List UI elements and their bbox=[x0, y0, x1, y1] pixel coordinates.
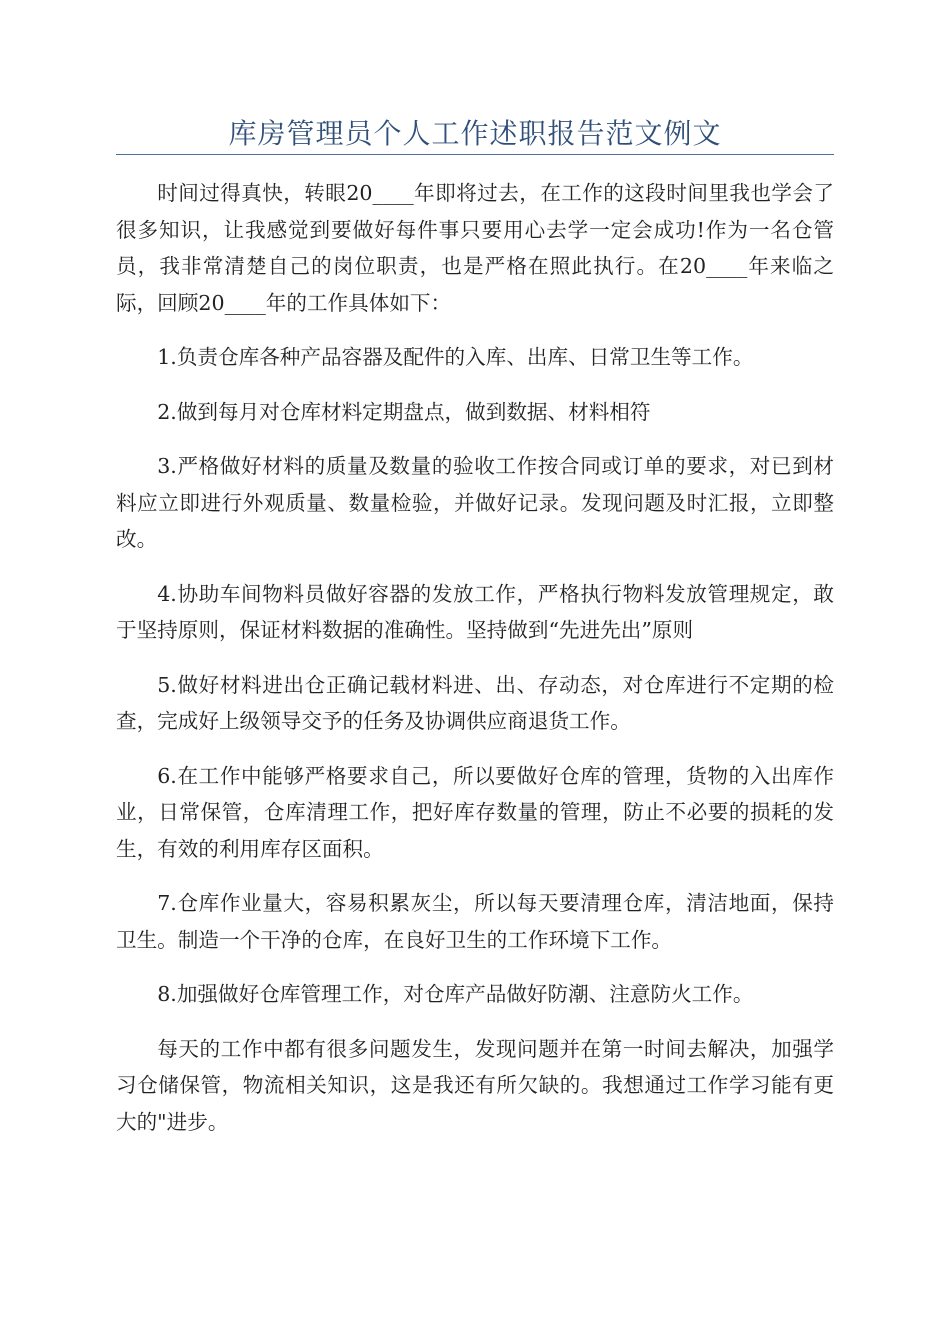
intro-paragraph: 时间过得真快，转眼20____年即将过去，在工作的这段时间里我也学会了很多知识，让我感觉到要做好每件事只要用心去学一定会成功!作为一名仓管员，我非常清楚自己的岗位职责，也是严格在照此执行。在20____年来临之际，回顾20____年的工作具体如下： bbox=[116, 181, 834, 315]
title-underline bbox=[116, 154, 834, 155]
list-item-3: 3.严格做好材料的质量及数量的验收工作按合同或订单的要求，对已到材料应立即进行外观质量、数量检验，并做好记录。发现问题及时汇报，立即整改。 bbox=[116, 454, 834, 551]
list-item-7: 7.仓库作业量大，容易积累灰尘，所以每天要清理仓库，清洁地面，保持卫生。制造一个干净的仓库，在良好卫生的工作环境下工作。 bbox=[116, 891, 834, 952]
list-item-2: 2.做到每月对仓库材料定期盘点，做到数据、材料相符 bbox=[157, 399, 651, 424]
list-item-4: 4.协助车间物料员做好容器的发放工作，严格执行物料发放管理规定，敢于坚持原则，保证材料数据的准确性。坚持做到“先进先出”原则 bbox=[116, 581, 834, 642]
list-item-1: 1.负责仓库各种产品容器及配件的入库、出库、日常卫生等工作。 bbox=[157, 345, 754, 369]
document-title: 库房管理员个人工作述职报告范文例文 bbox=[228, 117, 722, 150]
document-body bbox=[116, 175, 834, 1158]
list-item-6: 6.在工作中能够严格要求自己，所以要做好仓库的管理，货物的入出库作业，日常保管，仓库清理工作，把好库存数量的管理，防止不必要的损耗的发生，有效的利用库存区面积。 bbox=[116, 763, 834, 861]
closing-paragraph: 每天的工作中都有很多问题发生，发现问题并在第一时间去解决，加强学习仓储保管，物流相关知识，这是我还有所欠缺的。我想通过工作学习能有更大的"进步。 bbox=[116, 1036, 834, 1134]
list-item-8: 8.加强做好仓库管理工作，对仓库产品做好防潮、注意防火工作。 bbox=[157, 982, 754, 1006]
list-item-5: 5.做好材料进出仓正确记载材料进、出、存动态，对仓库进行不定期的检查，完成好上级领导交予的任务及协调供应商退货工作。 bbox=[116, 672, 834, 733]
